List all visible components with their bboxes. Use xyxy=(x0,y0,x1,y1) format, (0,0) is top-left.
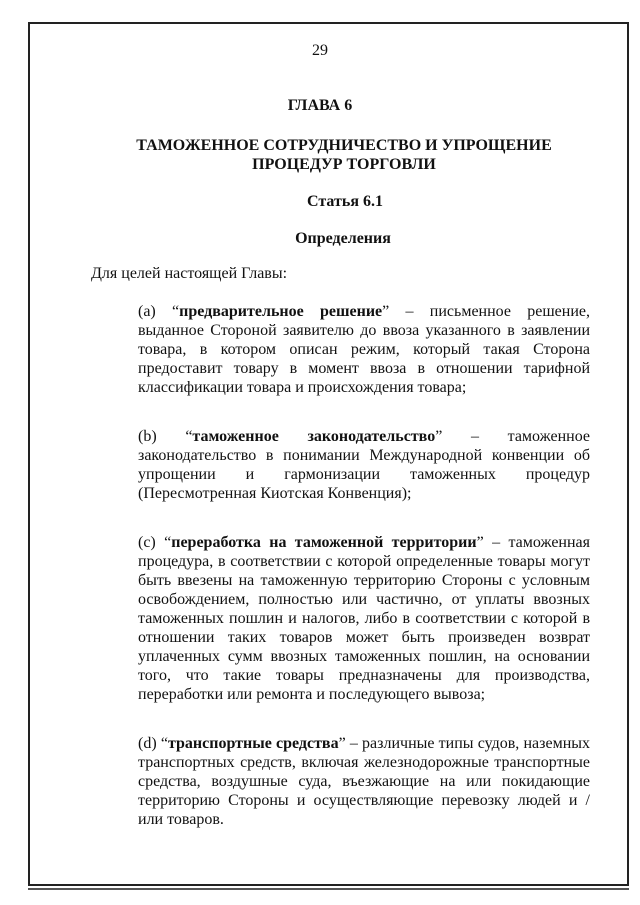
chapter-heading-line-2: ПРОЦЕДУР ТОРГОВЛИ xyxy=(252,156,436,173)
definition-label: (c) xyxy=(138,534,165,551)
chapter-heading-line-1: ТАМОЖЕННОЕ СОТРУДНИЧЕСТВО И УПРОЩЕНИЕ xyxy=(136,137,552,154)
definition-text: – различные типы судов, наземных транспортных средств, включая железнодорожные транспортные средства, воздушные суда, въезжающие на или покидающие территорию Стороны и осуществляющие перевозку людей и / или товаров. xyxy=(138,735,591,828)
definition-term: предварительное решение xyxy=(179,303,383,320)
close-quote: ” xyxy=(435,428,443,445)
article-title: Статья 6.1 xyxy=(307,193,383,210)
definition-item-d xyxy=(138,734,590,829)
close-quote: ” xyxy=(338,735,346,752)
definition-term: переработка на таможенной территории xyxy=(171,534,477,551)
definition-text: – письменное решение, выданное Стороной заявителю до ввоза указанного в заявлении товара, в котором описан режим, который такая Сторона предоставит товару в момент ввоза в отношении тарифной классификации товара и происхождения товара; xyxy=(138,303,590,396)
intro-text: Для целей настоящей Главы: xyxy=(91,265,288,282)
definition-text: – таможенное законодательство в понимании Международной конвенции об упрощении и гармонизации таможенных процедур (Пересмотренная Киотская Конвенция); xyxy=(138,428,591,502)
open-quote: “ xyxy=(160,735,168,752)
definition-item-c xyxy=(138,533,590,704)
chapter-heading xyxy=(100,136,588,174)
definitions-list xyxy=(138,302,590,859)
definition-label: (d) xyxy=(138,735,161,752)
close-quote: ” xyxy=(382,303,390,320)
page-number: 29 xyxy=(312,42,328,59)
open-quote: “ xyxy=(185,428,193,445)
definition-term: таможенное законодательство xyxy=(192,428,436,445)
open-quote: “ xyxy=(164,534,172,551)
definition-item-b xyxy=(138,427,590,503)
definition-term: транспортные средства xyxy=(167,735,339,752)
definition-text: – таможенная процедура, в соответствии с которой определенные товары могут быть ввезены на таможенную территорию Стороны с условным освобождением, полностью или частично, от уплаты ввозных таможенных пошлин и налогов, либо в соответствии с которой в отношении таких товаров может быть произведен возврат уплаченных сумм ввозных таможенных пошлин, на основании того, что такие товары предназначены для производства, переработки или ремонта и последующего вывоза; xyxy=(138,534,590,703)
open-quote: “ xyxy=(172,303,180,320)
close-quote: ” xyxy=(476,534,484,551)
section-title: Определения xyxy=(295,230,391,247)
definition-label: (a) xyxy=(138,303,173,320)
definition-label: (b) xyxy=(138,428,186,445)
definition-item-a xyxy=(138,302,590,397)
chapter-title: ГЛАВА 6 xyxy=(287,97,353,114)
